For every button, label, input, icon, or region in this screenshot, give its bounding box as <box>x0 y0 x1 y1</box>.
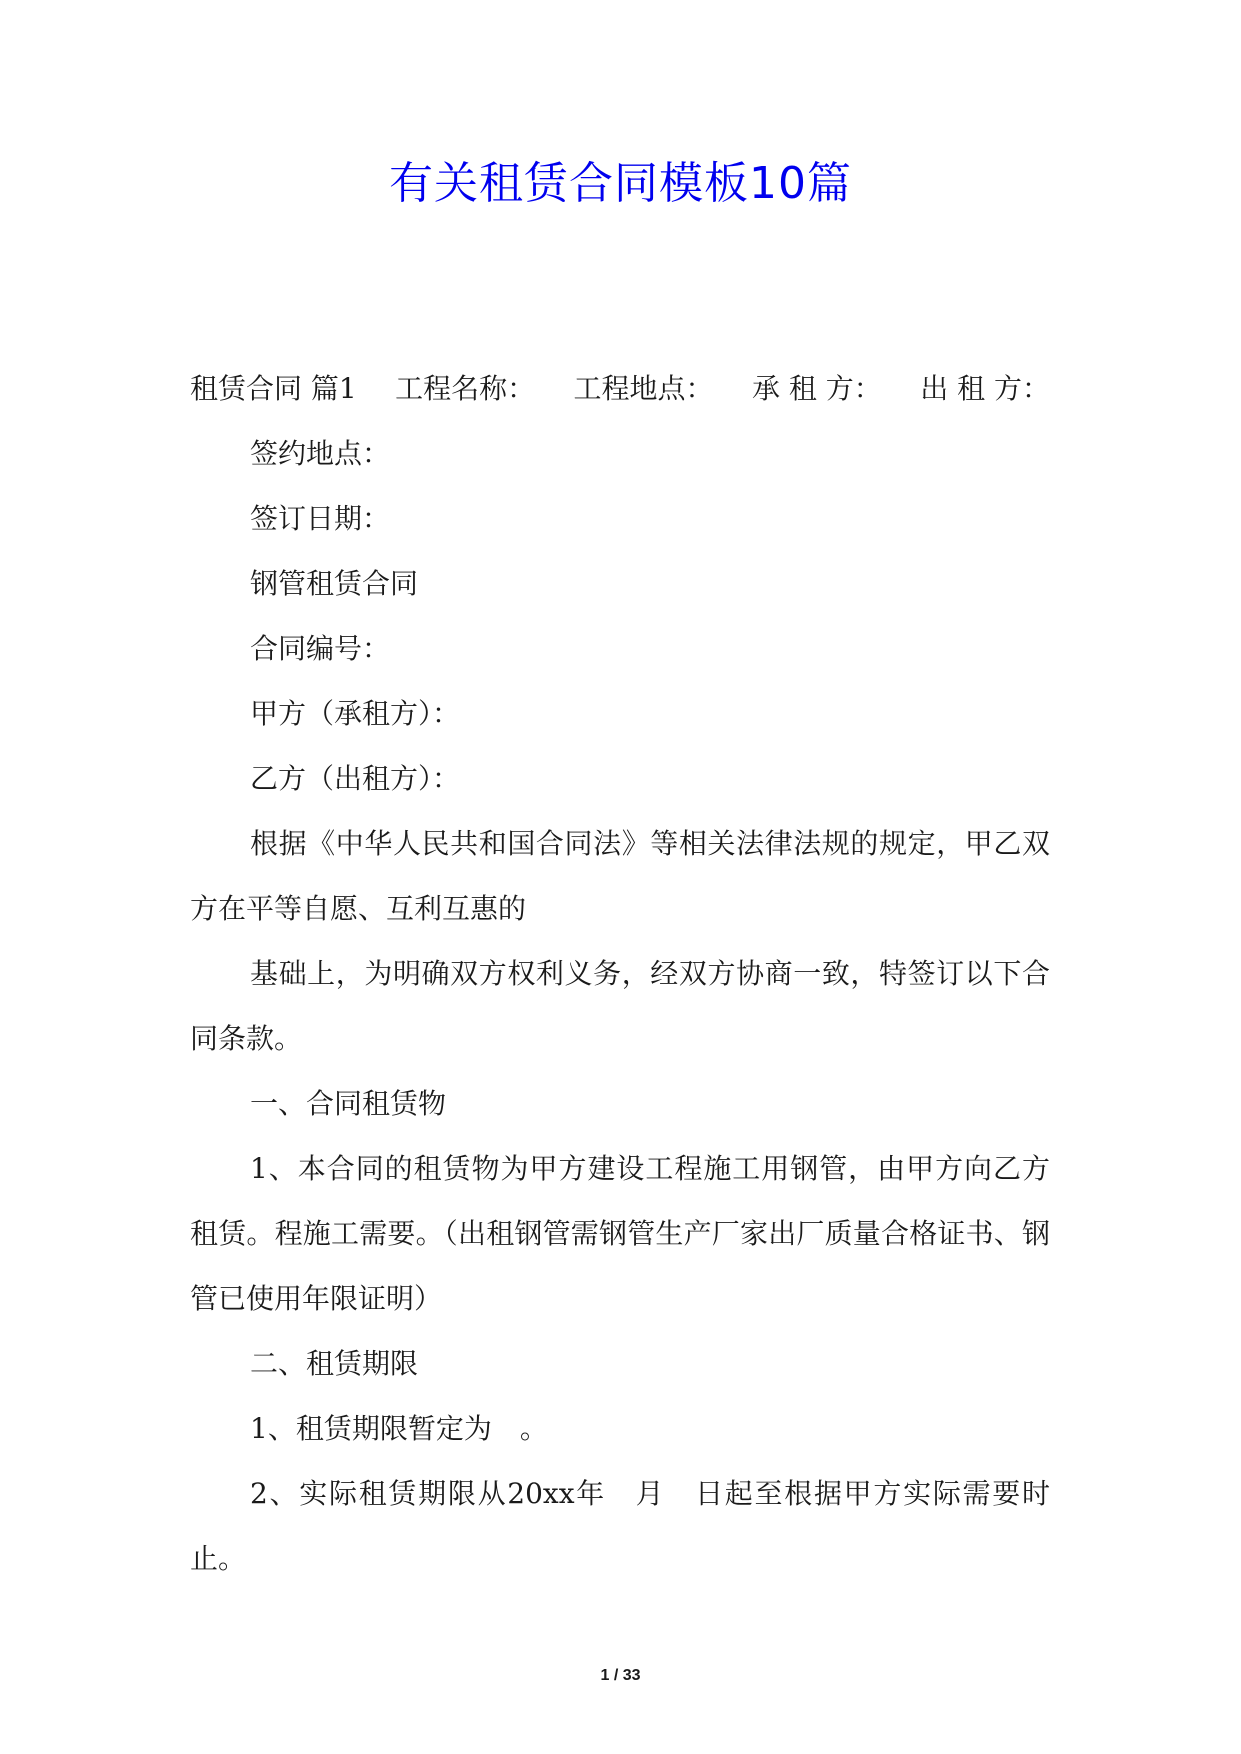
header-segment-lessor: 出 租 方： <box>920 372 1050 405</box>
contract-header-line <box>190 356 1050 421</box>
section-heading-leased-item: 一、合同租赁物 <box>250 1087 447 1120</box>
header-segment-lessee: 承 租 方： <box>751 372 882 405</box>
paragraph-leased-item-clause: 1、本合同的租赁物为甲方建设工程施工用钢管，由甲方向乙方租赁。程施工需要。（出租钢管需钢管生产厂家出厂质量合格证书、钢管已使用年限证明） <box>190 1152 1050 1315</box>
paragraph-signing-location: 签约地点： <box>250 437 391 470</box>
document-title: 有关租赁合同模板10篇 <box>389 158 852 209</box>
paragraph-contract-subtitle: 钢管租赁合同 <box>250 567 419 600</box>
header-segment-project-location: 工程地点： <box>573 372 714 405</box>
paragraph-signing-date: 签订日期： <box>250 502 391 535</box>
paragraph-lease-term-tentative: 1、租赁期限暂定为 。 <box>250 1412 548 1445</box>
paragraph-agreement-basis: 基础上，为明确双方权利义务，经双方协商一致，特签订以下合同条款。 <box>190 957 1050 1055</box>
paragraph-lease-term-actual: 2、实际租赁期限从20xx年 月 日起至根据甲方实际需要时止。 <box>190 1477 1050 1575</box>
header-segment-contract-name: 租赁合同 篇1 <box>190 372 357 405</box>
paragraph-legal-basis: 根据《中华人民共和国合同法》等相关法律法规的规定，甲乙双方在平等自愿、互利互惠的 <box>190 827 1050 925</box>
paragraph-party-a: 甲方（承租方）： <box>250 697 461 730</box>
section-heading-lease-term: 二、租赁期限 <box>250 1347 419 1380</box>
document-body <box>190 356 1050 1591</box>
header-segment-project-name: 工程名称： <box>395 372 536 405</box>
paragraph-party-b: 乙方（出租方）： <box>250 762 461 795</box>
paragraph-contract-number: 合同编号： <box>250 632 391 665</box>
page-number: 1 / 33 <box>600 1667 641 1684</box>
